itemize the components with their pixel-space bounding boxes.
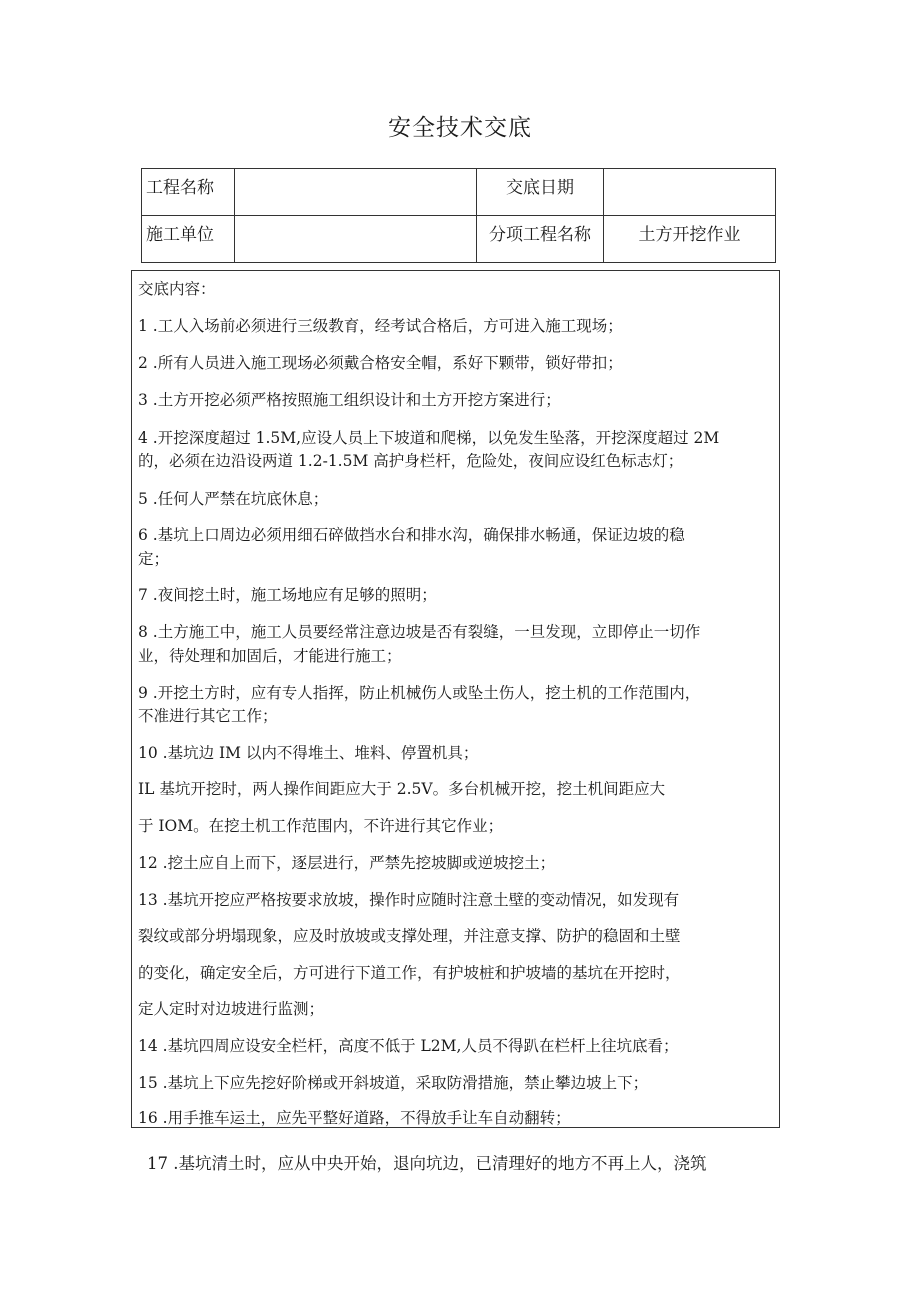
list-item: 16 .用手推车运土，应先平整好道路，不得放手让车自动翻转； [138, 1109, 571, 1127]
project-name-label: 工程名称 [142, 169, 235, 216]
list-item: 的变化，确定安全后，方可进行下道工作，有护坡桩和护坡墙的基坑在开挖时， [138, 964, 681, 982]
list-item: 4 .开挖深度超过 1.5M,应设人员上下坡道和爬梯，以免发生坠落，开挖深度超过 2M [138, 429, 720, 447]
list-item: 业，待处理和加固后，才能进行施工； [138, 647, 402, 665]
unit-value [235, 216, 477, 263]
table-row [142, 216, 776, 263]
list-item: 6 .基坑上口周边必须用细石碎做挡水台和排水沟，确保排水畅通，保证边坡的稳 [138, 526, 685, 544]
list-item: 5 .任何人严禁在坑底休息； [138, 490, 329, 508]
list-item: 1 .工人入场前必须进行三级教育，经考试合格后，方可进入施工现场； [138, 317, 623, 335]
list-item: 2 .所有人员进入施工现场必须戴合格安全帽，系好下颗带，锁好带扣； [138, 354, 623, 372]
list-item: 14 .基坑四周应设安全栏杆，高度不低于 L2M,人员不得趴在栏杆上往坑底看； [138, 1037, 679, 1055]
project-name-value [235, 169, 477, 216]
list-item: 10 .基坑边 IM 以内不得堆土、堆料、停置机具； [138, 744, 479, 762]
table-row [142, 169, 776, 216]
list-item: 15 .基坑上下应先挖好阶梯或开斜坡道，采取防滑措施，禁止攀边坡上下； [138, 1074, 649, 1092]
list-item: 7 .夜间挖土时，施工场地应有足够的照明； [138, 586, 437, 604]
sub-project-label: 分项工程名称 [477, 216, 604, 263]
list-item: 不准进行其它工作； [138, 707, 278, 725]
date-label: 交底日期 [477, 169, 604, 216]
list-item: 于 IOM。在挖土机工作范围内，不许进行其它作业； [138, 817, 504, 835]
unit-label: 施工单位 [142, 216, 235, 263]
list-item: 9 .开挖土方时，应有专人指挥，防止机械伤人或坠土伤人，挖土机的工作范围内， [138, 684, 701, 702]
list-item: 12 .挖土应自上而下，逐层进行，严禁先挖坡脚或逆坡挖土； [138, 854, 556, 872]
content-heading: 交底内容： [138, 280, 216, 298]
project-info-table [141, 168, 776, 263]
document-title: 安全技术交底 [388, 115, 532, 141]
list-item: 的，必须在边沿设两道 1.2-1.5M 高护身栏杆，危险处，夜间应设红色标志灯； [138, 452, 684, 470]
list-item: 8 .土方施工中，施工人员要经常注意边坡是否有裂缝，一旦发现，立即停止一切作 [138, 623, 701, 641]
list-item: IL 基坑开挖时，两人操作间距应大于 2.5V。多台机械开挖，挖土机间距应大 [138, 780, 666, 798]
list-item: 裂纹或部分坍塌现象，应及时放坡或支撑处理，并注意支撑、防护的稳固和土壁 [138, 927, 681, 945]
list-item: 定； [138, 550, 170, 568]
briefing-content-box [131, 270, 780, 1128]
date-value [604, 169, 776, 216]
sub-project-value: 土方开挖作业 [604, 216, 776, 263]
trailing-list-item: 17 .基坑清土时，应从中央开始，退向坑边，已清理好的地方不再上人，浇筑 [147, 1154, 707, 1173]
list-item: 3 .土方开挖必须严格按照施工组织设计和土方开挖方案进行； [138, 391, 561, 409]
list-item: 13 .基坑开挖应严格按要求放坡，操作时应随时注意土壁的变动情况，如发现有 [138, 891, 680, 909]
list-item: 定人定时对边坡进行监测； [138, 1000, 325, 1018]
